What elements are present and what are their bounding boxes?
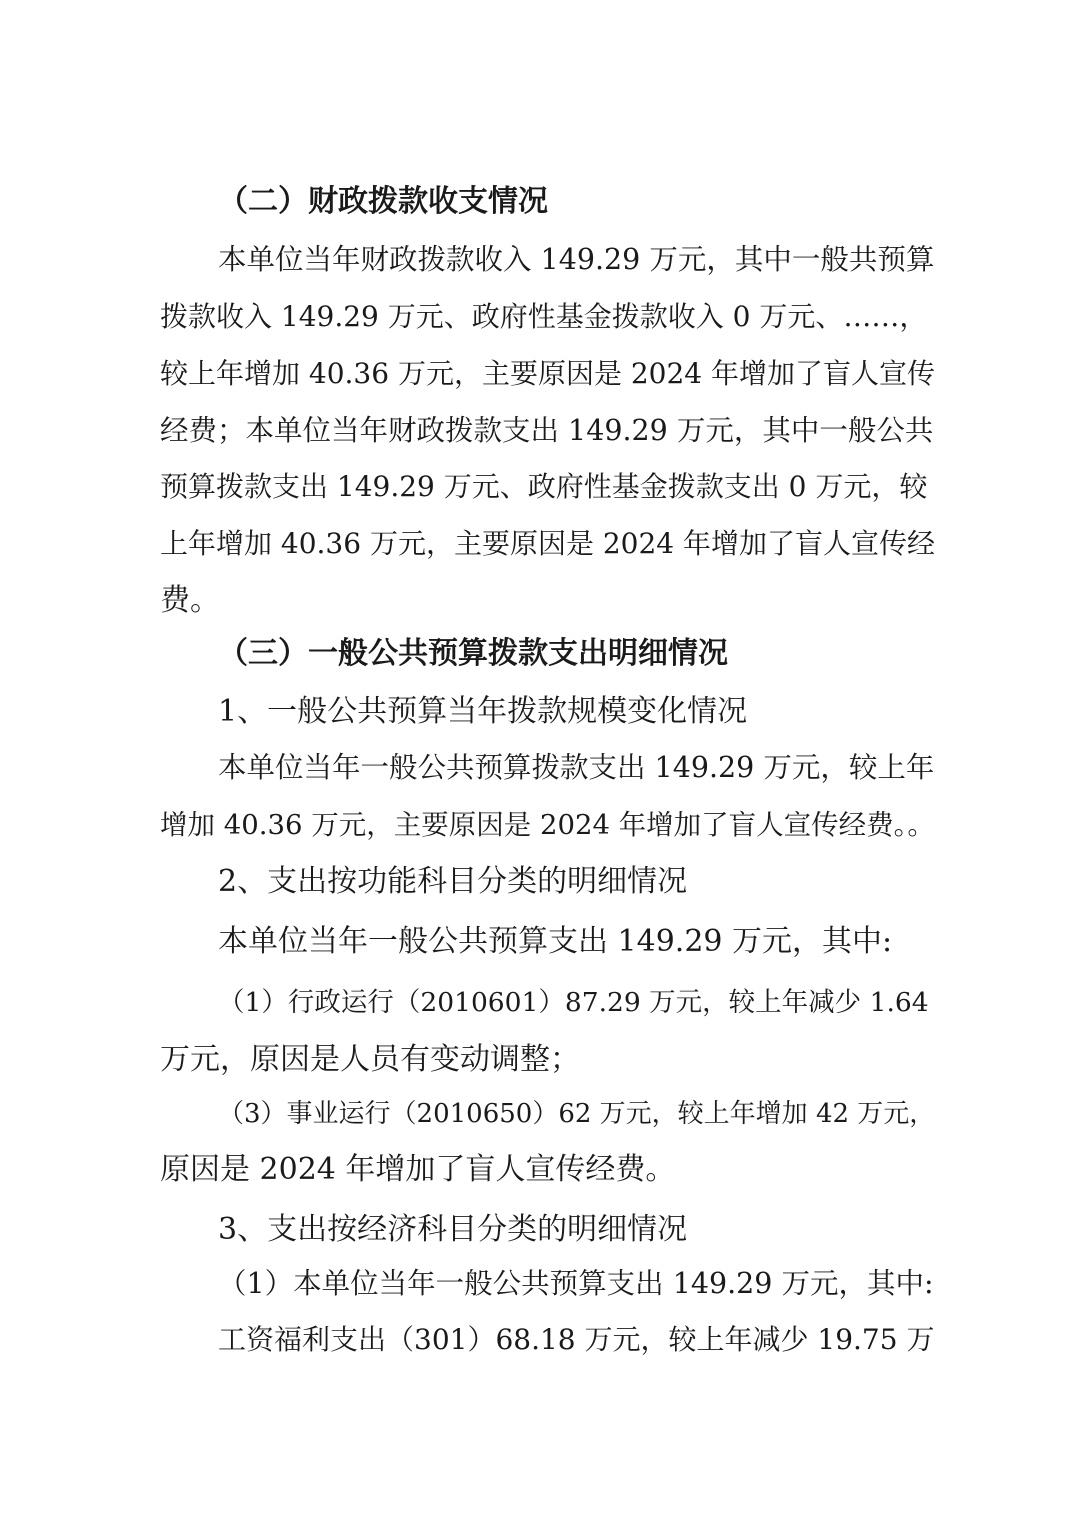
paragraph-line: 拨款收入 149.29 万元、政府性基金拨款收入 0 万元、……， xyxy=(160,300,928,333)
paragraph-line: 上年增加 40.36 万元，主要原因是 2024 年增加了盲人宣传经 xyxy=(160,527,936,560)
list-item-line: （1）行政运行（2010601）87.29 万元，较上年减少 1.64 xyxy=(218,987,929,1018)
list-item-line: （1）本单位当年一般公共预算支出 149.29 万元，其中: xyxy=(218,1267,934,1300)
paragraph-line: 本单位当年一般公共预算支出 149.29 万元，其中: xyxy=(218,924,893,959)
paragraph-line: 经费；本单位当年财政拨款支出 149.29 万元，其中一般公共 xyxy=(160,414,934,447)
paragraph-line: 费。 xyxy=(160,583,220,618)
subheading-appropriation-scale: 1、一般公共预算当年拨款规模变化情况 xyxy=(218,694,748,729)
list-item-line: （3）事业运行（2010650）62 万元，较上年增加 42 万元， xyxy=(218,1099,936,1129)
list-item-line: 原因是 2024 年增加了盲人宣传经费。 xyxy=(160,1152,676,1187)
paragraph-line: 较上年增加 40.36 万元，主要原因是 2024 年增加了盲人宣传 xyxy=(160,357,936,390)
subheading-functional-classification: 2、支出按功能科目分类的明细情况 xyxy=(218,864,688,899)
subheading-economic-classification: 3、支出按经济科目分类的明细情况 xyxy=(218,1212,688,1247)
section-heading-general-budget: （三）一般公共预算拨款支出明细情况 xyxy=(218,636,728,671)
paragraph-line: 增加 40.36 万元，主要原因是 2024 年增加了盲人宣传经费。。 xyxy=(160,809,935,841)
paragraph-line: 工资福利支出（301）68.18 万元，较上年减少 19.75 万 xyxy=(218,1323,935,1356)
paragraph-line: 预算拨款支出 149.29 万元、政府性基金拨款支出 0 万元，较 xyxy=(160,470,928,503)
list-item-line: 万元，原因是人员有变动调整； xyxy=(160,1042,580,1077)
paragraph-line: 本单位当年财政拨款收入 149.29 万元，其中一般共预算 xyxy=(218,243,935,276)
section-heading-fiscal-appropriation: （二）财政拨款收支情况 xyxy=(218,184,548,219)
paragraph-line: 本单位当年一般公共预算拨款支出 149.29 万元，较上年 xyxy=(218,751,935,784)
